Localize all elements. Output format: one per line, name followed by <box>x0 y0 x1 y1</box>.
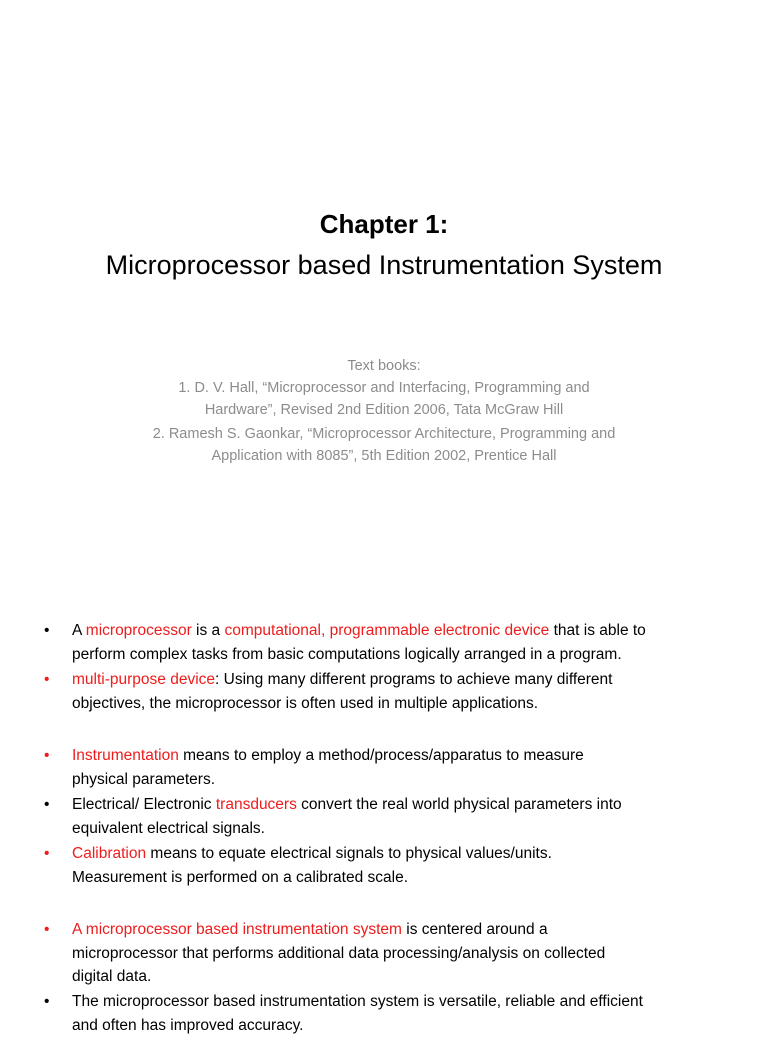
textbook-ref-2-line-1: 2. Ramesh S. Gaonkar, “Microprocessor Architecture, Programming and <box>90 423 678 445</box>
bullet-text <box>72 668 752 715</box>
text-run: is centered around a <box>402 921 548 938</box>
bullet-line <box>72 918 752 942</box>
bullet-line <box>72 619 752 643</box>
bullet-dot: • <box>44 668 58 692</box>
textbook-ref-1-line-2: Hardware”, Revised 2nd Edition 2006, Tata McGraw Hill <box>90 399 678 421</box>
bullet-line: and often has improved accuracy. <box>72 1014 752 1037</box>
bullet-line <box>72 842 752 866</box>
bullet-text <box>72 793 752 840</box>
bullet-line: physical parameters. <box>72 768 752 792</box>
textbooks-block <box>90 356 678 467</box>
highlight-term: Calibration <box>72 845 146 862</box>
chapter-subtitle: Microprocessor based Instrumentation System <box>0 247 768 283</box>
text-run: means to employ a method/process/apparatus to measure <box>179 747 584 764</box>
highlight-term: transducers <box>216 796 297 813</box>
highlight-term: multi-purpose device <box>72 671 215 688</box>
text-run: means to equate electrical signals to physical values/units. <box>146 845 552 862</box>
bullet-text <box>72 619 752 666</box>
bullet-dot: • <box>44 793 58 817</box>
bullet-dot: • <box>44 990 58 1014</box>
bullet-line: The microprocessor based instrumentation system is versatile, reliable and efficient <box>72 990 752 1014</box>
text-run: : Using many different programs to achieve many different <box>215 671 612 688</box>
textbooks-heading: Text books: <box>90 356 678 377</box>
bullet-line <box>72 668 752 692</box>
content-slide <box>0 576 768 1024</box>
bullet-line: perform complex tasks from basic computations logically arranged in a program. <box>72 643 752 667</box>
bullet-text <box>72 842 752 889</box>
bullet-dot: • <box>44 918 58 942</box>
text-run: A <box>72 622 86 639</box>
bullet-line: digital data. <box>72 965 752 989</box>
text-run: convert the real world physical parameters into <box>297 796 622 813</box>
bullet-dot: • <box>44 842 58 866</box>
bullet-line: Measurement is performed on a calibrated scale. <box>72 866 752 890</box>
bullet-dot: • <box>44 619 58 643</box>
text-run: Electrical/ Electronic <box>72 796 216 813</box>
bullet-line: objectives, the microprocessor is often used in multiple applications. <box>72 692 752 716</box>
textbook-ref-2-line-2: Application with 8085”, 5th Edition 2002, Prentice Hall <box>90 445 678 467</box>
text-run: is a <box>192 622 225 639</box>
chapter-title: Chapter 1: <box>0 206 768 242</box>
bullet-line <box>72 793 752 817</box>
bullet-text <box>72 918 752 989</box>
bullet-line: microprocessor that performs additional data processing/analysis on collected <box>72 942 752 966</box>
highlight-term: A microprocessor based instrumentation system <box>72 921 402 938</box>
highlight-term: computational, programmable electronic device <box>224 622 549 639</box>
highlight-term: microprocessor <box>86 622 192 639</box>
text-run: that is able to <box>549 622 646 639</box>
textbook-ref-1-line-1: 1. D. V. Hall, “Microprocessor and Interfacing, Programming and <box>90 377 678 399</box>
bullet-text <box>72 744 752 791</box>
bullet-line: equivalent electrical signals. <box>72 817 752 841</box>
highlight-term: Instrumentation <box>72 747 179 764</box>
bullet-text <box>72 990 752 1037</box>
bullet-dot: • <box>44 744 58 768</box>
bullet-line <box>72 744 752 768</box>
